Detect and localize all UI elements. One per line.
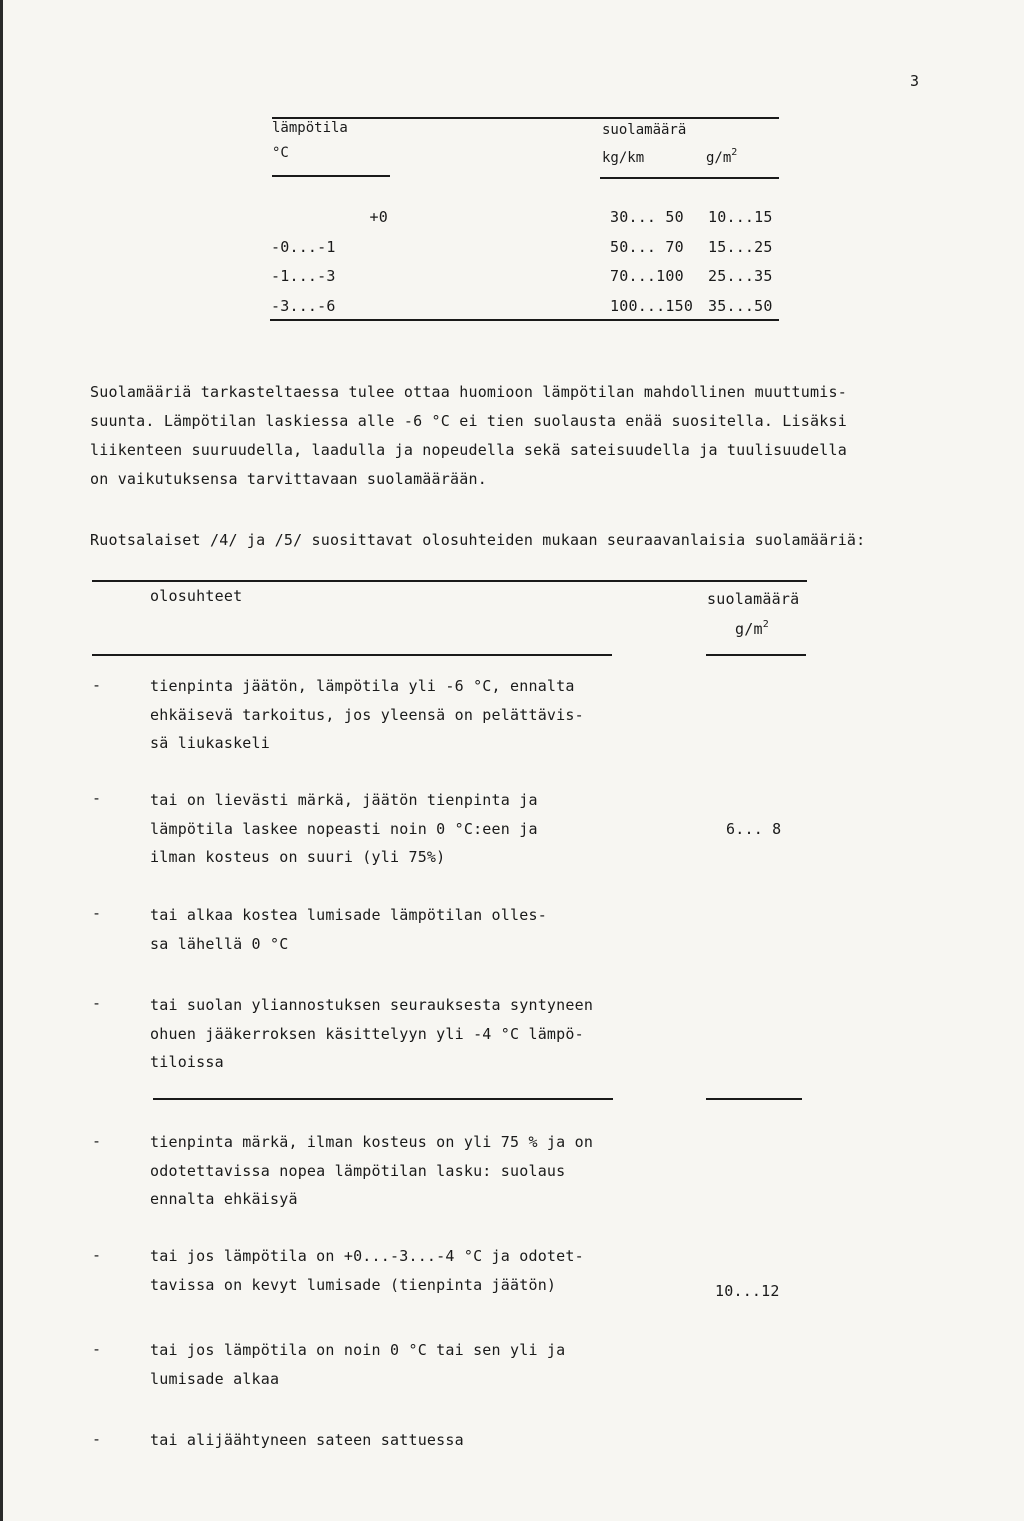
table-row-gm2: 35...50 [708,297,773,315]
list-bullet: - [92,904,102,922]
list-item-line: tai alkaa kostea lumisade lämpötilan olles- [150,906,547,924]
header-conditions: olosuhteet [150,587,243,605]
salt-amount-group1: 6... 8 [726,820,782,838]
list-item-line: lämpötila laskee nopeasti noin 0 °C:een ja [150,819,538,838]
table2-header-rule-left [92,654,612,656]
table-bottom-rule [270,319,779,321]
table-row-kgkm: 50... 70 [610,238,684,256]
list-item-line: lumisade alkaa [150,1369,280,1388]
table-row-gm2: 15...25 [708,238,773,256]
table-row-temp: -0...-1 [271,238,336,256]
group-divider-right [706,1098,802,1100]
salt-amount-group2: 10...12 [715,1282,780,1300]
list-item-line: tienpinta märkä, ilman kosteus on yli 75 % ja on [150,1133,594,1151]
list-item-line: ennalta ehkäisyä [150,1190,298,1208]
header-salt-amount: suolamäärä [602,122,687,138]
table2-top-rule [92,580,807,582]
list-bullet: - [92,676,102,694]
table-row-kgkm: 70...100 [610,267,684,285]
table-row-gm2: 25...35 [708,267,773,285]
paragraph-swedish-recommendations: Ruotsalaiset /4/ ja /5/ suosittavat olosuhteiden mukaan seuraavanlaisia suolamääriä: [90,531,866,549]
page-edge [0,0,3,1521]
list-item-line: ilman kosteus on suuri (yli 75%) [150,848,446,866]
header-temperature-unit: °C [272,145,289,161]
table-row-kgkm: 100...150 [610,297,694,315]
table-row-kgkm: 30... 50 [610,208,684,226]
list-item-line: tai jos lämpötila on noin 0 °C tai sen yli ja [150,1341,566,1359]
list-item [150,1336,565,1393]
list-item-line: tiloissa [150,1053,224,1071]
list-item-line: tienpinta jäätön, lämpötila yli -6 °C, ennalta [150,677,575,695]
list-bullet: - [92,994,102,1012]
header-gm2-sup: 2 [731,147,738,158]
list-item-line: tai suolan yliannostuksen seurauksesta syntyneen [150,996,594,1014]
paragraph-salt-considerations [90,378,847,494]
list-bullet: - [92,1132,102,1150]
list-item-line: ohuen jääkerroksen käsittelyyn yli -4 °C lämpö- [150,1024,584,1043]
header-right-rule [600,177,779,179]
list-item-line: tai alijäähtyneen sateen sattuessa [150,1431,464,1449]
group-divider-left [153,1098,613,1100]
header-unit-2 [735,620,769,638]
header-gm2-text: g/m [706,150,732,166]
list-bullet: - [92,1430,102,1448]
table-row-temp: -1...-3 [271,267,336,285]
table-top-rule [272,117,779,119]
header-salt-amount-2: suolamäärä [707,590,800,608]
header-gm2 [706,147,738,166]
header-unit-text: g/m [735,620,763,638]
page-number: 3 [910,72,920,90]
list-item-line: ehkäisevä tarkoitus, jos yleensä on pelättävis- [150,705,584,724]
list-item [150,991,593,1077]
list-item-line: odotettavissa nopea lämpötilan lasku: suolaus [150,1161,566,1180]
list-bullet: - [92,789,102,807]
paragraph-line: on vaikutuksensa tarvittavaan suolamäärään. [90,470,487,488]
list-item-line: tai jos lämpötila on +0...-3...-4 °C ja odotet- [150,1247,584,1265]
list-item-line: sä liukaskeli [150,734,270,752]
table2-header-rule-right [706,654,806,656]
list-item [150,1426,464,1455]
list-item-line: tavissa on kevyt lumisade (tienpinta jäätön) [150,1275,557,1294]
list-item-line: tai on lievästi märkä, jäätön tienpinta ja [150,791,538,809]
header-unit-sup: 2 [762,619,769,630]
paragraph-line: liikenteen suuruudella, laadulla ja nopeudella sekä sateisuudella ja tuulisuudella [90,441,847,459]
list-item [150,786,538,872]
list-bullet: - [92,1246,102,1264]
list-bullet: - [92,1340,102,1358]
header-temperature: lämpötila [272,120,348,136]
table-row-gm2: 10...15 [708,208,773,226]
table-row-temp: +0 [369,208,388,226]
header-left-rule [272,175,390,177]
list-item [150,1242,584,1299]
list-item-line: sa lähellä 0 °C [150,934,289,953]
list-item [150,672,584,758]
paragraph-line: Suolamääriä tarkasteltaessa tulee ottaa huomioon lämpötilan mahdollinen muuttumis- [90,383,847,401]
list-item [150,901,547,958]
list-item [150,1128,593,1214]
header-kgkm: kg/km [602,150,645,166]
paragraph-line: suunta. Lämpötilan laskiessa alle -6 °C ei tien suolausta enää suositella. Lisäksi [90,412,847,430]
table-row-temp: -3...-6 [271,297,336,315]
